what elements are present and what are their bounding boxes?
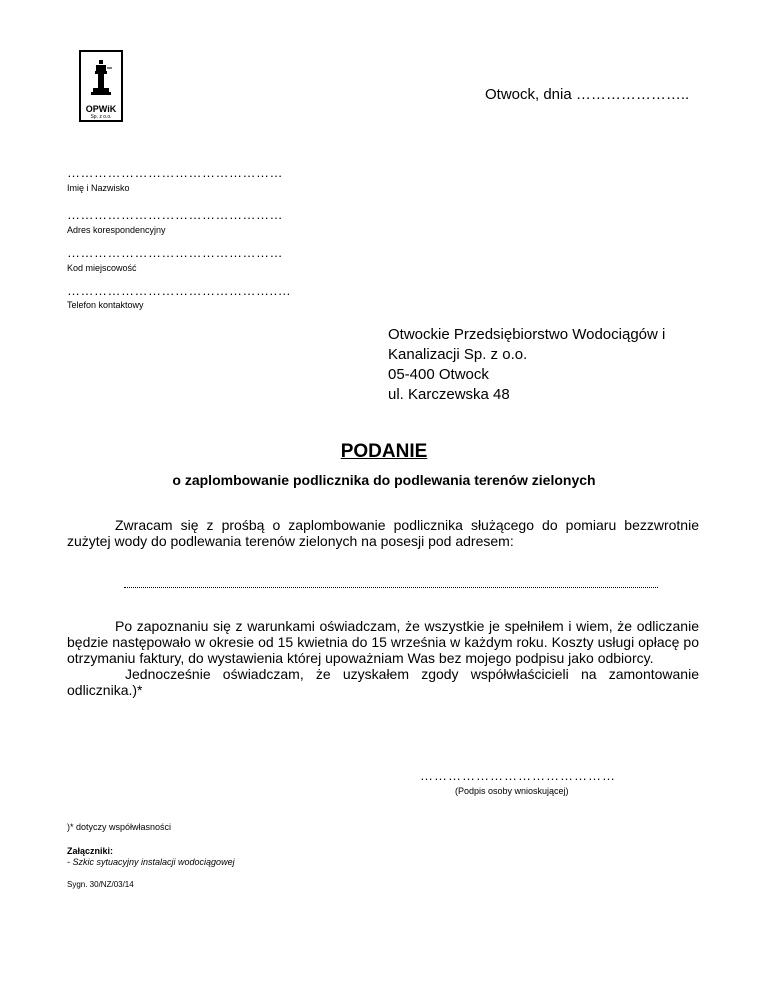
- address-dotted-line: [124, 587, 658, 588]
- phone-field-label: Telefon kontaktowy: [67, 300, 144, 310]
- document-title: PODANIE: [340, 441, 428, 462]
- signature-dots: ……………………………………: [420, 768, 616, 783]
- address-field-label: Adres korespondencyjny: [67, 225, 166, 235]
- declaration-text: Po zapoznaniu się z warunkami oświadczam, że wszystkie je spełniłem i wiem, że odliczanie będzie następowało w okresie od 15 kwietnia do 15 września w każdym roku. Koszty usługi opłacę po otrzymaniu faktury, do wystawienia której upoważniam Was bez mojego podpisu jako odbiorcy.: [67, 618, 699, 666]
- consent-text: Jednocześnie oświadczam, że uzyskałem zgody współwłaścicieli na zamontowanie odlicznika.)*: [67, 666, 699, 698]
- signature-label: (Podpis osoby wnioskującej): [455, 786, 569, 796]
- request-text: Zwracam się z prośbą o zaplombowanie podlicznika służącego do pomiaru bezzwrotnie zużytej wody do podlewania terenów zielonych na posesji pod adresem:: [67, 517, 699, 549]
- postal-field-dots: …………………………………………: [67, 245, 283, 260]
- request-paragraph: [67, 517, 699, 549]
- addressee-line: ul. Karczewska 48: [388, 386, 510, 403]
- phone-field-dots: ………………………………………..…: [67, 283, 292, 298]
- addressee-line: 05-400 Otwock: [388, 366, 489, 383]
- name-field-dots: …………………………………………: [67, 165, 283, 180]
- attachments-title: Załączniki:: [67, 846, 114, 856]
- addressee-line: Otwockie Przedsiębiorstwo Wodociągów i: [388, 326, 666, 343]
- logo-name: OPWiK: [85, 104, 117, 114]
- addressee-line: Kanalizacji Sp. z o.o.: [388, 346, 528, 363]
- water-tower-icon: [81, 54, 121, 106]
- attachment-item: - Szkic sytuacyjny instalacji wodociągowej: [67, 857, 235, 867]
- postal-field-label: Kod miejscowość: [67, 263, 137, 273]
- addressee-block: [388, 325, 665, 405]
- declaration-paragraph: [67, 618, 699, 698]
- footnote: )* dotyczy współwłasności: [67, 822, 172, 832]
- document-subtitle: o zaplombowanie podlicznika do podlewania terenów zielonych: [172, 472, 596, 488]
- name-field-label: Imię i Nazwisko: [67, 183, 130, 193]
- address-field-dots: …………………………………………: [67, 207, 283, 222]
- document-signature-code: Sygn. 30/NZ/03/14: [67, 880, 134, 889]
- date-line: Otwock, dnia …………………..: [485, 86, 690, 103]
- logo-subtitle: Sp. z o.o.: [90, 114, 112, 120]
